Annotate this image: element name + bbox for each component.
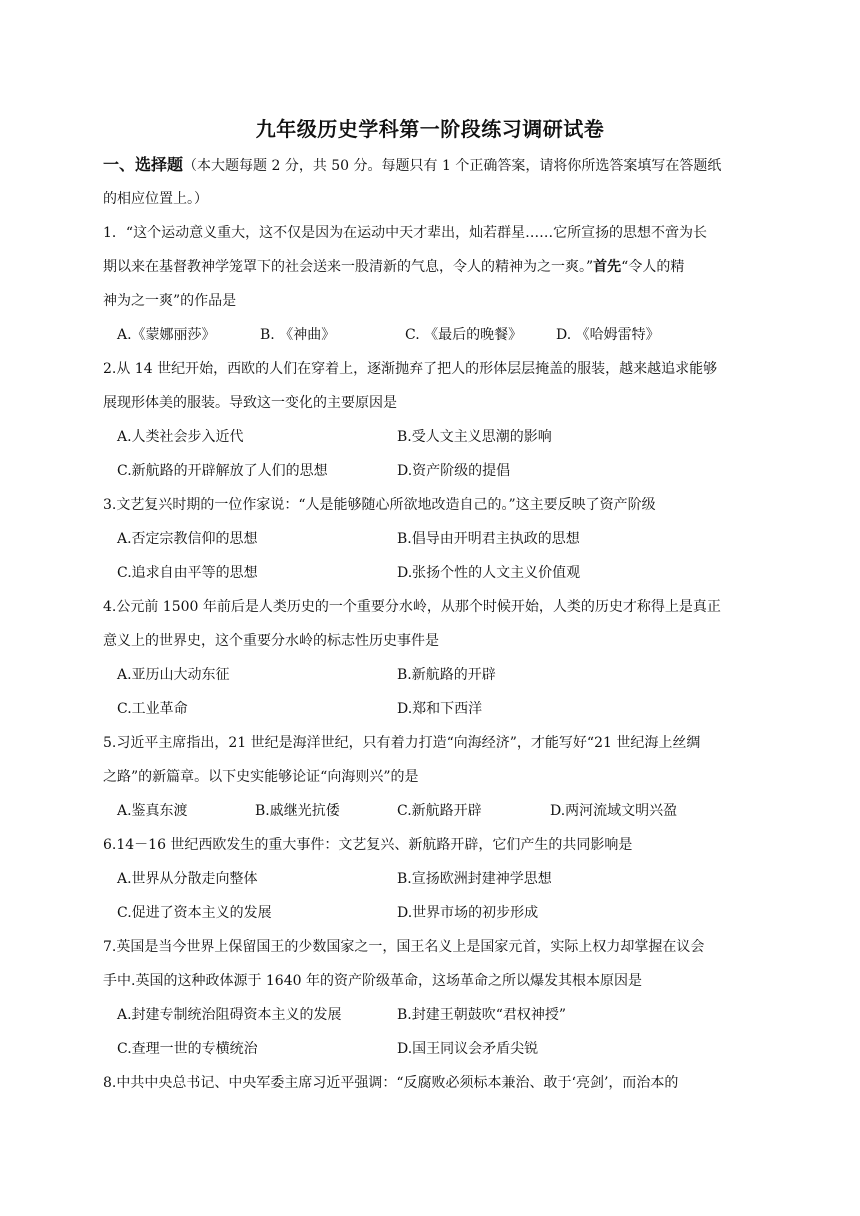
question-3-option-a: A.否定宗教信仰的思想 [117, 531, 258, 547]
question-4-option-a: A.亚历山大动东征 [117, 667, 230, 683]
question-3-option-b: B.倡导由开明君主执政的思想 [397, 531, 580, 547]
question-5-option-c: C.新航路开辟 [397, 803, 482, 819]
question-5-option-b: B.戚继光抗倭 [255, 803, 340, 819]
question-3-stem-line-1: 3.文艺复兴时期的一位作家说：“人是能够随心所欲地改造自己的。”这主要反映了资产阶级 [103, 497, 656, 513]
question-1-stem-line-2-tail: “令人的精 [621, 259, 685, 275]
question-7-option-d: D.国王同议会矛盾尖锐 [397, 1041, 539, 1057]
question-7-option-a: A.封建专制统治阻碍资本主义的发展 [117, 1007, 342, 1023]
question-2-option-a: A.人类社会步入近代 [117, 429, 244, 445]
question-1-option-a: A.《蒙娜丽莎》 [117, 327, 216, 343]
question-6-option-a: A.世界从分散走向整体 [117, 871, 258, 887]
question-3-option-d: D.张扬个性的人文主义价值观 [397, 565, 581, 581]
question-4-stem-line-2: 意义上的世界史，这个重要分水岭的标志性历史事件是 [103, 633, 439, 649]
question-1-stem-line-2 [103, 257, 684, 277]
section-note: （本大题每题 2 分，共 50 分。每题只有 1 个正确答案，请将你所选答案填写在答题纸 [183, 158, 722, 174]
question-1-stem-line-3: 神为之一爽”的作品是 [103, 293, 237, 309]
section-note-line2: 的相应位置上。） [103, 191, 208, 207]
question-1-option-b: B. 《神曲》 [260, 327, 336, 343]
question-6-option-c: C.促进了资本主义的发展 [117, 905, 272, 921]
section-heading-line [103, 155, 721, 176]
page-title: 九年级历史学科第一阶段练习调研试卷 [255, 117, 605, 141]
question-7-option-b: B.封建王朝鼓吹“君权神授” [397, 1007, 567, 1023]
question-1-stem-line-1: 1．“这个运动意义重大，这不仅是因为在运动中天才辈出，灿若群星……它所宣扬的思想不啻为长 [103, 225, 708, 241]
question-2-option-c: C.新航路的开辟解放了人们的思想 [117, 463, 328, 479]
question-2-option-b: B.受人文主义思潮的影响 [397, 429, 552, 445]
question-3-option-c: C.追求自由平等的思想 [117, 565, 258, 581]
question-5-option-d: D.两河流域文明兴盈 [550, 803, 678, 819]
question-5-stem-line-1: 5.习近平主席指出，21 世纪是海洋世纪，只有着力打造“向海经济”，才能写好“21 世纪海上丝绸 [103, 735, 701, 751]
question-2-option-d: D.资产阶级的提倡 [397, 463, 511, 479]
question-1-stem-line-2-text: 期以来在基督教神学笼罩下的社会送来一股清新的气息，令人的精神为之一爽。” [103, 259, 594, 275]
question-1-emphasis: 首先 [593, 259, 622, 275]
question-4-stem-line-1: 4.公元前 1500 年前后是人类历史的一个重要分水岭，从那个时候开始，人类的历史才称得上是真正 [103, 599, 721, 615]
question-1-option-c: C. 《最后的晚餐》 [405, 327, 523, 343]
question-2-stem-line-1: 2.从 14 世纪开始，西欧的人们在穿着上，逐渐抛弃了把人的形体层层掩盖的服装，越来越追求能够 [103, 361, 718, 377]
question-2-stem-line-2: 展现形体美的服装。导致这一变化的主要原因是 [103, 395, 397, 411]
question-8-stem-line-1: 8.中共中央总书记、中央军委主席习近平强调：“反腐败必须标本兼治、敢于‘亮剑’，而治本的 [103, 1075, 679, 1091]
question-7-stem-line-2: 手中.英国的这种政体源于 1640 年的资产阶级革命，这场革命之所以爆发其根本原因是 [103, 973, 642, 989]
question-4-option-c: C.工业革命 [117, 701, 188, 717]
question-7-stem-line-1: 7.英国是当今世界上保留国王的少数国家之一，国王名义上是国家元首，实际上权力却掌握在议会 [103, 939, 705, 955]
question-4-option-d: D.郑和下西洋 [397, 701, 483, 717]
question-1-option-d: D. 《哈姆雷特》 [556, 327, 660, 343]
question-7-option-c: C.查理一世的专横统治 [117, 1041, 258, 1057]
section-heading: 一、选择题 [103, 155, 184, 174]
question-5-option-a: A.鉴真东渡 [117, 803, 188, 819]
question-6-stem-line-1: 6.14－16 世纪西欧发生的重大事件：文艺复兴、新航路开辟，它们产生的共同影响是 [103, 837, 633, 853]
question-6-option-b: B.宣扬欧洲封建神学思想 [397, 871, 552, 887]
question-6-option-d: D.世界市场的初步形成 [397, 905, 539, 921]
question-5-stem-line-2: 之路”的新篇章。以下史实能够论证“向海则兴”的是 [103, 769, 419, 785]
question-4-option-b: B.新航路的开辟 [397, 667, 496, 683]
